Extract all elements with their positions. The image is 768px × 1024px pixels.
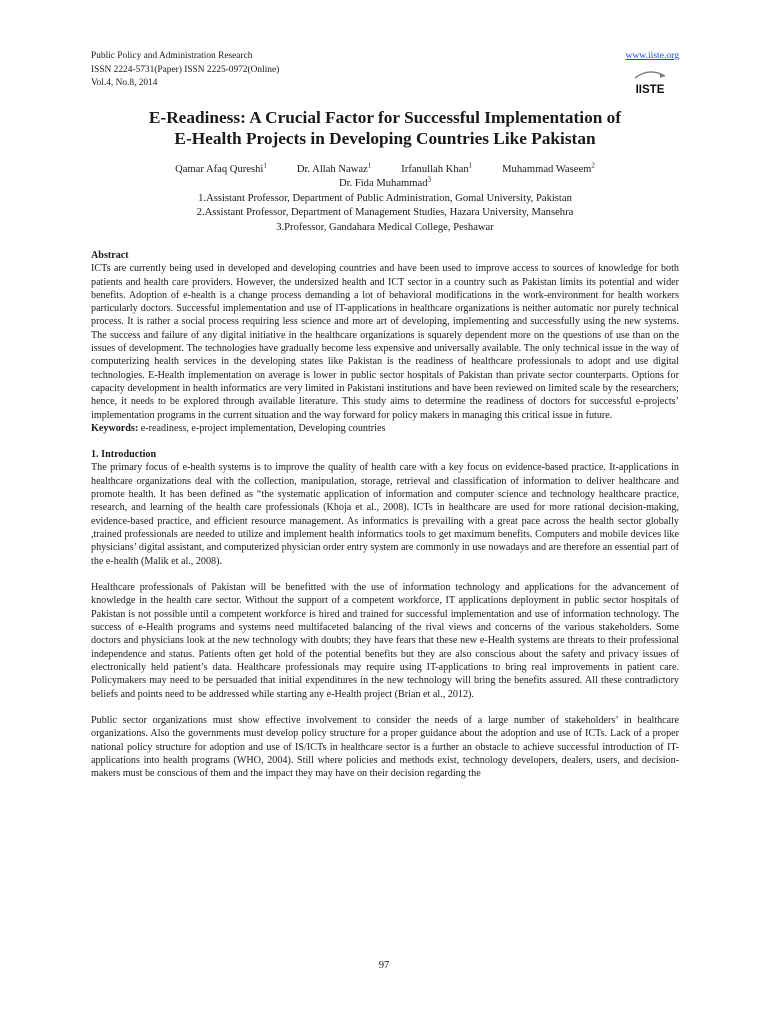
abstract-text: ICTs are currently being used in developed and developing countries and have been used to improve access to sources of knowledge for both patients and health care providers. However, the undersized health and ICT sector in a country such as Pakistan limits its potential and wider benefits. Adoption of e-health is a change process demanding a lot of behavioral modifications in the work-environment for health workers particularly doctors. Successful implementation and use of IT-applications in healthcare organizations is neither automatic nor purely technical process. It is rather a social process requiring less science and more art of developing, implementing and successfully using the new systems. The success and failure of any digital initiative in the healthcare organizations is squarely dependent more on the questions of use than on the issues of development. The technologies have gradually become less expensive and universally available. The only technical issue in the way of computerizing health services in the developing states like Pakistan is the readiness of healthcare professionals to adopt and use digital technologies. E-Health implementation on average is lower in public sector hospitals of Pakistan than private sector counterparts. Options for capacity development in health informatics are very limited in Pakistani institutions and have been reviewed on limited scale by the researchers; hence, it needs to be explored through available literature. This study aims to determine the readiness of doctors for successful e-projects’ implementation programs in the current situation and the way forward for policy makers in managing this critical issue in future.	[91, 263, 679, 421]
affiliation-2: 2.Assistant Professor, Department of Management Studies, Hazara University, Mansehra	[196, 207, 574, 219]
paper-title	[91, 107, 679, 149]
affiliations	[91, 192, 679, 235]
paragraph: The primary focus of e-health systems is to improve the quality of health care with a key focus on evidence-based practice. It-applications in healthcare organizations deal with the collection, manipulation, storage, retrieval and classification of information to deliver healthcare and promote health. It has been defined as “the systematic application of information and computer science and technology healthcare practice, research, and learning of the health care professionals (Khoja et al., 2008). ICTs in healthcare are used for more rational decision-making, evidence-based practice, and efficient resource management. As informatics is prevailing with a great pace across the health sector globally ,trained professionals are needed to utilize and implement health informatics tools to get maximum benefits. Computers and mobile devices like physicians’ digital assistant, and computerized physician order entry system are commonly in use nowadays and are therefore an essential part of the e-health (Malik et al., 2008).	[91, 462, 679, 567]
journal-website-link[interactable]: www.iiste.org	[625, 50, 679, 61]
author-name: Dr. Allah Nawaz	[296, 164, 368, 175]
journal-header	[91, 50, 679, 98]
author-affil-mark: 1	[468, 161, 473, 170]
author-3	[401, 163, 472, 177]
author-name: Muhammad Waseem	[502, 164, 592, 175]
paragraph: Healthcare professionals of Pakistan will be benefitted with the use of information technology and applications for the advancement of knowledge in the health care sector. Without the support of a competent workforce, IT applications deployment in public sector hospitals of Pakistan is not possible until a competent workforce is hired and trained for successful implementation and use of information technology. The success of e-Health programs and systems need multifaceted balancing of the rival views and concerns of the various stakeholders. Some doctors and physicians look at the new technology with doubts; they have fears that these new e-Health systems are threats to their professional independence and status. Patients often get hold of the potential benefits but they are also conscious about the safety and privacy issues of electronically held patient’s data. Healthcare professionals may require using IT-applications to bring real improvements in patient care. Policymakers may need to be persuaded that initial expenditures in the new technology will bring the benefits assured. All these contradictory beliefs and points need to be addressed while starting any e-Health project (Brian et al., 2012).	[91, 582, 679, 700]
keywords-label: Keywords:	[91, 422, 139, 434]
abstract-heading: Abstract	[91, 250, 129, 261]
paper-body	[91, 249, 679, 781]
paper-title-line-2: E-Health Projects in Developing Countries Like Pakistan	[174, 129, 596, 148]
author-5	[91, 177, 679, 191]
iiste-logo	[629, 66, 671, 96]
author-row	[91, 163, 679, 177]
keywords-text: e-readiness, e-project implementation, Developing countries	[140, 422, 386, 434]
journal-info	[91, 50, 679, 91]
author-name: Irfanullah Khan	[401, 164, 469, 175]
affiliation-1: 1.Assistant Professor, Department of Public Administration, Gomal University, Pakistan	[198, 193, 572, 204]
page-number: 97	[378, 960, 390, 971]
journal-name: Public Policy and Administration Research	[91, 51, 253, 61]
author-name: Qamar Afaq Qureshi	[175, 164, 264, 175]
author-affil-mark: 3	[427, 175, 432, 184]
author-list	[91, 163, 679, 190]
spacer	[91, 701, 679, 714]
spacer	[91, 568, 679, 581]
journal-volume: Vol.4, No.8, 2014	[91, 78, 158, 89]
affiliation-3: 3.Professor, Gandahara Medical College, Peshawar	[276, 221, 494, 233]
author-affil-mark: 1	[263, 161, 267, 170]
keywords	[91, 422, 679, 435]
paragraph: Public sector organizations must show effective involvement to consider the needs of a large number of stakeholders’ in healthcare organizations. Also the governments must develop policy structure for a proper guidance about the adoption and use of ICTs. Lack of a proper national policy structure for adoption and use of IS/ICTs in healthcare sector is a further an obstacle to achieve successful introduction of IT-applications into health programs (WHO, 2004). Still where policies and methods exist, technology developers, dealers, users, and decision-makers must be conscious of them and the impact they may have on their decision regarding the	[91, 715, 679, 780]
spacer	[91, 435, 679, 448]
author-4	[502, 163, 595, 177]
author-1	[175, 163, 267, 177]
section-heading: 1. Introduction	[91, 449, 157, 461]
paper-title-line-1: E-Readiness: A Crucial Factor for Successful Implementation of	[148, 108, 622, 127]
author-affil-mark: 2	[591, 161, 595, 170]
author-name: Dr. Fida Muhammad	[338, 177, 428, 189]
journal-issn: ISSN 2224-5731(Paper) ISSN 2225-0972(Online)	[91, 64, 280, 75]
author-2	[297, 163, 371, 177]
logo-text: IISTE	[635, 84, 665, 96]
author-affil-mark: 1	[367, 161, 372, 170]
